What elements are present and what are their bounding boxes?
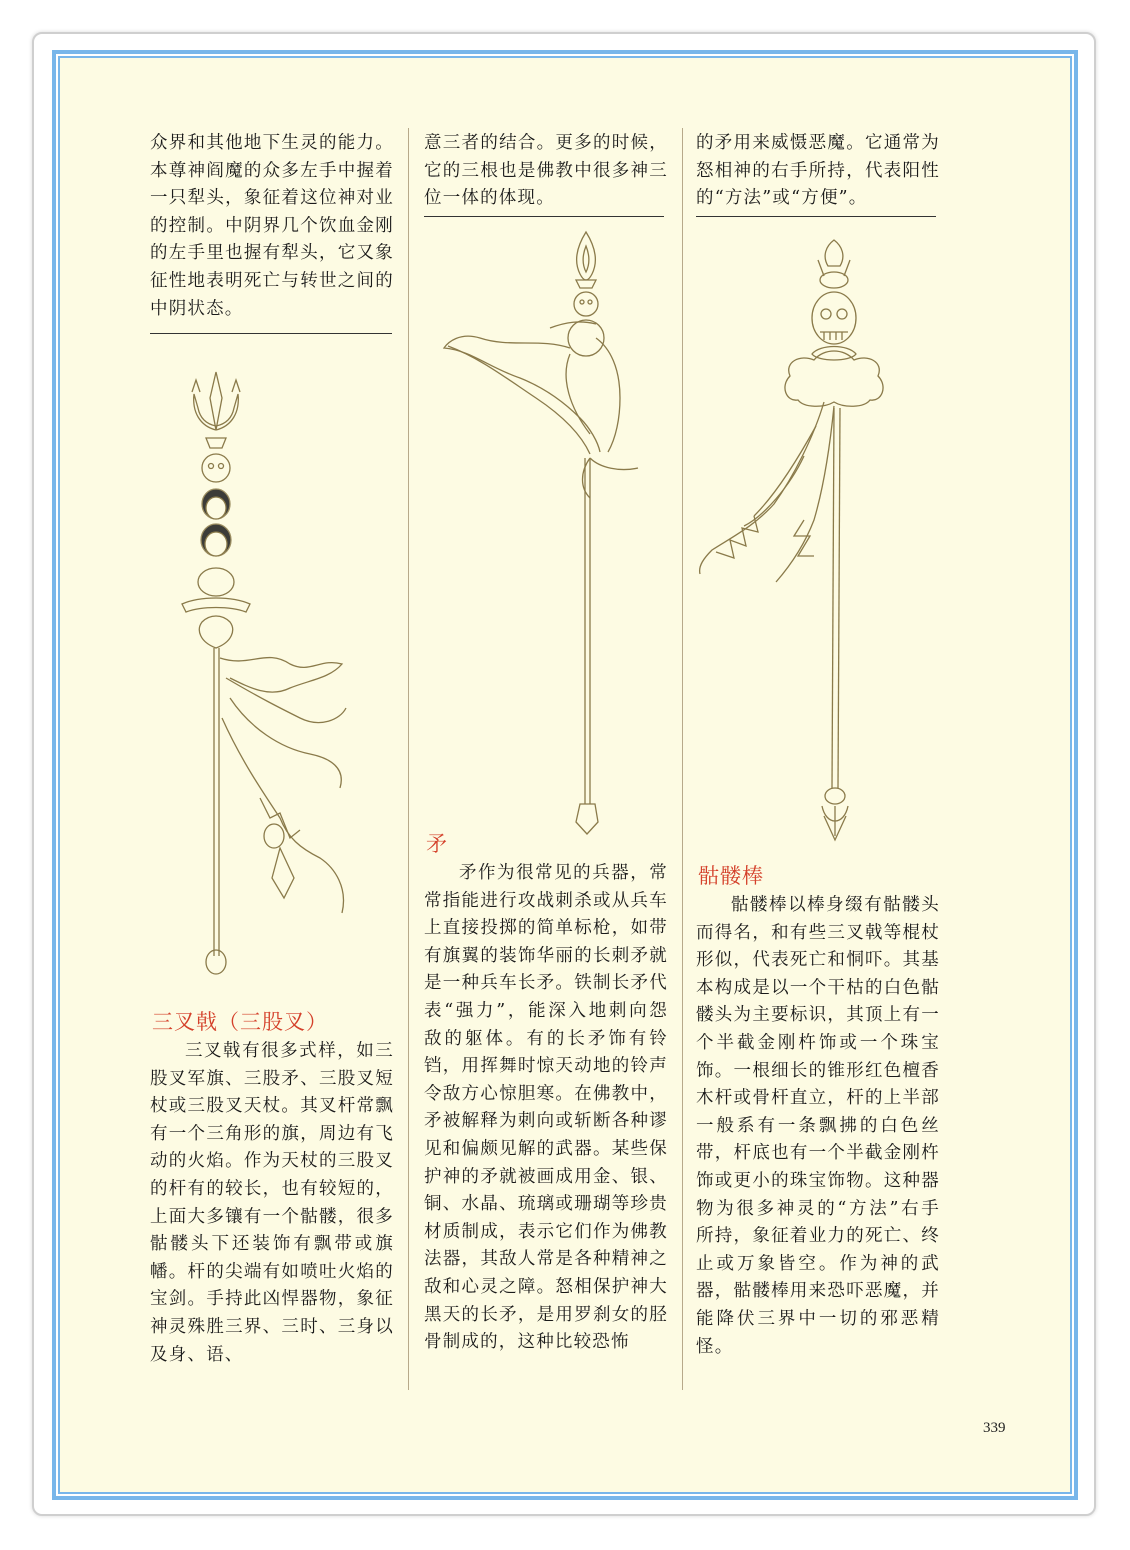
column1-heading: 三叉戟（三股叉）	[152, 1010, 328, 1034]
trident-khatvanga-icon	[170, 368, 360, 978]
column3-heading: 骷髅棒	[698, 864, 764, 888]
column3-body-text: 骷髅棒以棒身缀有骷髅头而得名，和有些三叉戟等棍杖形似，代表死亡和恫吓。其基本构成是以一个干枯的白色骷髅头为主要标识，其顶上有一个半截金刚杵饰或一个珠宝饰。一根细长的锥形红色檀香木杆或骨杆直立，杆的上半部一般系有一条飘拂的白色丝带，杆底也有一个半截金刚杵饰或更小的珠宝饰物。这种器物为很多神灵的“方法”右手所持，象征着业力的死亡、终止或万象皆空。作为神的武器，骷髅棒用来恐吓恶魔，并能降伏三界中一切的邪恶精怪。	[696, 895, 940, 1357]
column3-top-rule	[696, 216, 936, 217]
skull-club-icon	[694, 236, 904, 846]
column1-top-text: 众界和其他地下生灵的能力。本尊神阎魔的众多左手中握着一只犁头，象征着这位神对业的控制。中阴界几个饮血金刚的左手里也握有犁头，它又象征性地表明死亡与转世之间的中阴状态。	[150, 133, 394, 319]
column-divider-left	[408, 128, 409, 1390]
column2-top-rule	[424, 216, 664, 217]
column2-top-text: 意三者的结合。更多的时候，它的三根也是佛教中很多神三位一体的体现。	[424, 133, 668, 209]
column2-body-text: 矛作为很常见的兵器，常常指能进行攻战刺杀或从兵车上直接投掷的简单标枪，如带有旗翼的装饰华丽的长刺矛就是一种兵车长矛。铁制长矛代表“强力”，能深入地刺向怨敌的躯体。有的长矛饰有铃铛，用挥舞时惊天动地的铃声令敌方心惊胆寒。在佛教中，矛被解释为刺向或斩断各种谬见和偏颇见解的武器。某些保护神的矛就被画成用金、银、铜、水晶、琉璃或珊瑚等珍贵材质制成，表示它们作为佛教法器，其敌人常是各种精神之敌和心灵之障。怒相保护神大黑天的长矛，是用罗刹女的胫骨制成的，这种比较恐怖	[424, 863, 668, 1353]
column1-top-rule	[150, 333, 392, 334]
column2-heading: 矛	[426, 832, 448, 856]
column1-body-text: 三叉戟有很多式样，如三股叉军旗、三股矛、三股叉短杖或三股叉天杖。其叉杆常飘有一个三角形的旗，周边有飞动的火焰。作为天杖的三股叉的杆有的较长，也有较短的，上面大多镶有一个骷髅，很多骷髅头下还装饰有飘带或旗幡。杆的尖端有如喷吐火焰的宝剑。手持此凶悍器物，象征神灵殊胜三界、三时、三身以及身、语、	[150, 1041, 394, 1365]
column3-top-text: 的矛用来威慑恶魔。它通常为怒相神的右手所持，代表阳性的“方法”或“方便”。	[696, 133, 940, 209]
spear-with-banner-icon	[440, 228, 660, 838]
page-number: 339	[983, 1420, 1006, 1436]
column-divider-right	[682, 128, 683, 1390]
